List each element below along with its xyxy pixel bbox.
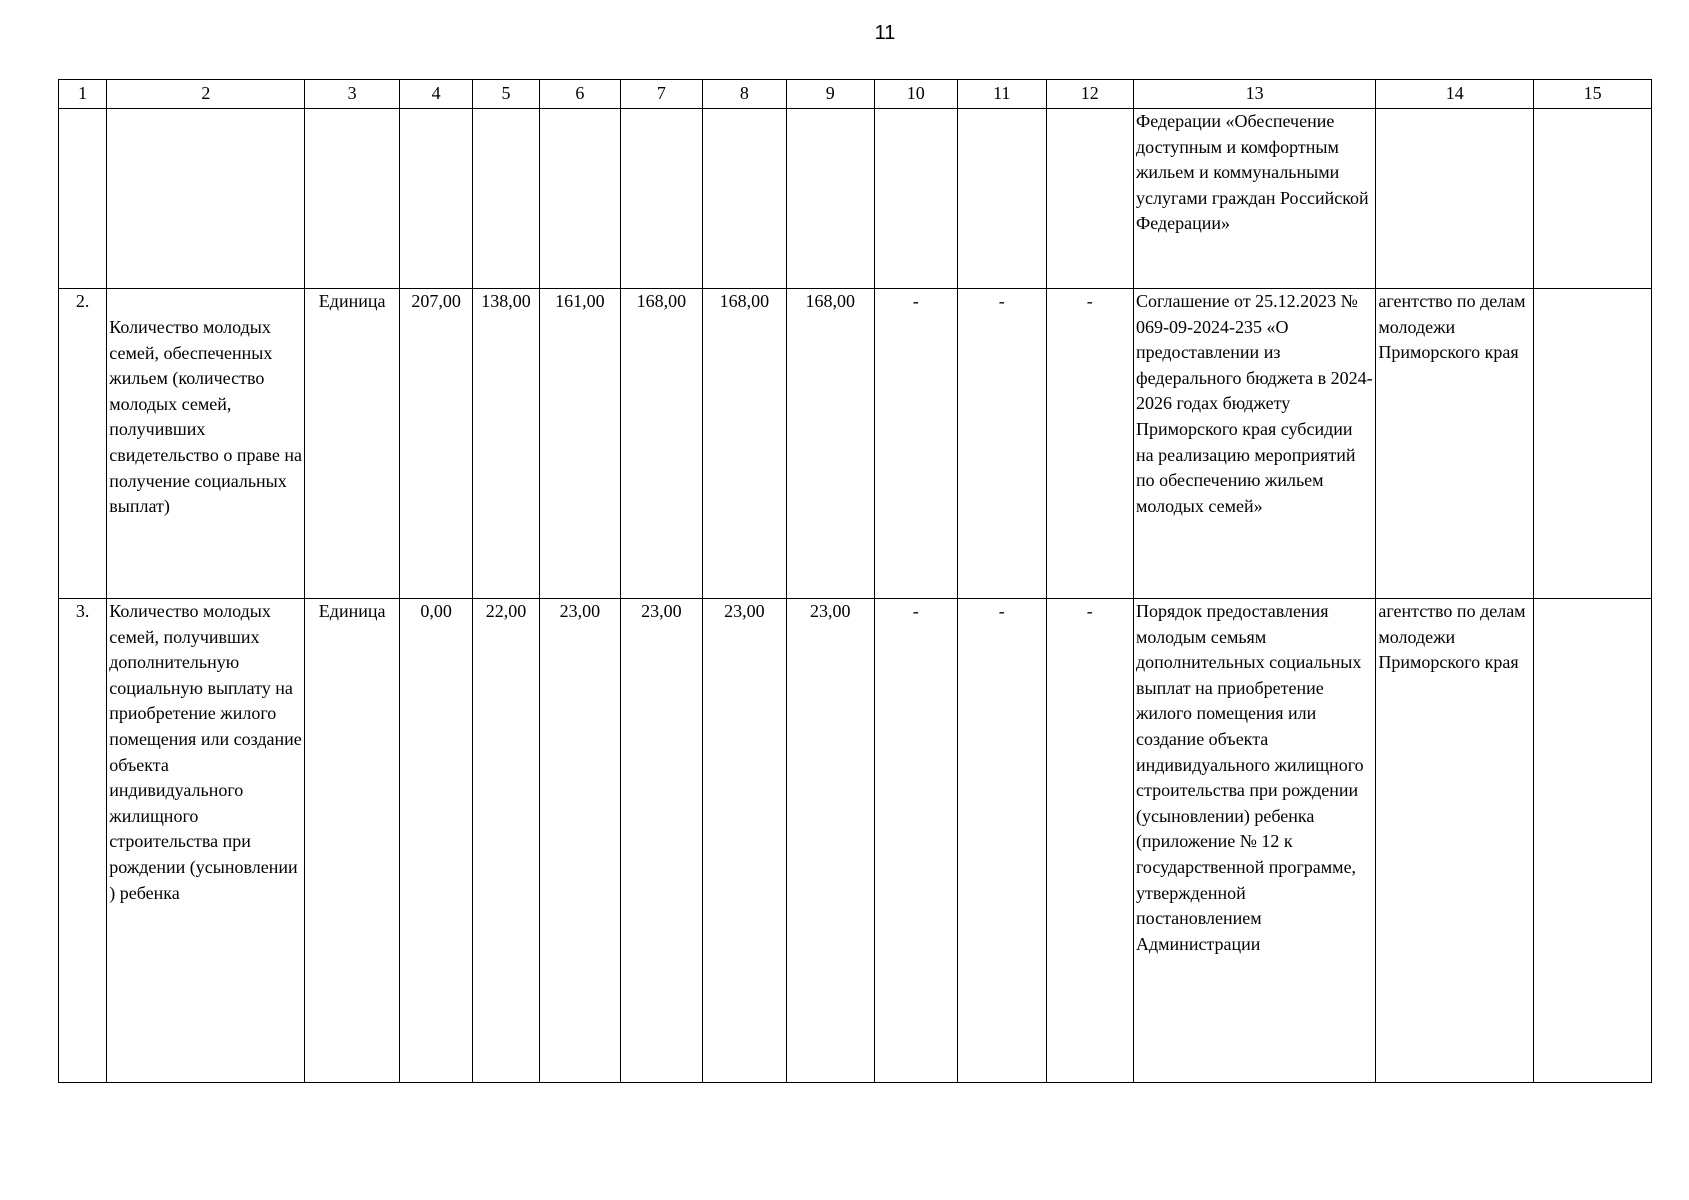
note-col-15	[1534, 109, 1652, 289]
value-col-7: 168,00	[621, 289, 702, 599]
note-col-15	[1534, 599, 1652, 1083]
value-col-9	[787, 109, 874, 289]
responsible-agency	[1376, 109, 1534, 289]
col-header-15: 15	[1534, 80, 1652, 109]
col-header-12: 12	[1046, 80, 1133, 109]
table-row	[59, 109, 1652, 289]
col-header-1: 1	[59, 80, 107, 109]
indicator-name-text: Количество молодых семей, обеспеченных жильем (количество молодых семей, получивших свидетельство о праве на получение социальных выплат)	[109, 317, 302, 517]
table-row	[59, 599, 1652, 1083]
row-number	[59, 109, 107, 289]
value-col-12	[1046, 109, 1133, 289]
col-header-2: 2	[107, 80, 305, 109]
value-col-5: 22,00	[473, 599, 539, 1083]
value-col-11	[958, 109, 1047, 289]
value-col-10	[874, 109, 957, 289]
value-col-7	[621, 109, 702, 289]
indicators-table	[58, 79, 1652, 1083]
col-header-3: 3	[305, 80, 400, 109]
value-col-11: -	[958, 289, 1047, 599]
value-col-5	[473, 109, 539, 289]
value-col-12: -	[1046, 289, 1133, 599]
unit: Единица	[305, 289, 400, 599]
col-header-4: 4	[399, 80, 472, 109]
value-col-9: 23,00	[787, 599, 874, 1083]
col-header-5: 5	[473, 80, 539, 109]
col-header-14: 14	[1376, 80, 1534, 109]
value-col-6: 161,00	[539, 289, 620, 599]
value-col-4: 0,00	[399, 599, 472, 1083]
table-row	[59, 289, 1652, 599]
unit: Единица	[305, 599, 400, 1083]
header-row	[59, 80, 1652, 109]
indicator-name	[107, 289, 305, 599]
value-col-4	[399, 109, 472, 289]
page-number: 11	[874, 22, 896, 44]
responsible-agency: агентство по делам молодежи Приморского края	[1376, 289, 1534, 599]
value-col-6	[539, 109, 620, 289]
value-col-8: 168,00	[702, 289, 786, 599]
row-number: 3.	[59, 599, 107, 1083]
responsible-agency: агентство по делам молодежи Приморского края	[1376, 599, 1534, 1083]
indicator-name	[107, 109, 305, 289]
col-header-8: 8	[702, 80, 786, 109]
value-col-12: -	[1046, 599, 1133, 1083]
value-col-5: 138,00	[473, 289, 539, 599]
note-col-15	[1534, 289, 1652, 599]
col-header-10: 10	[874, 80, 957, 109]
legal-basis: Порядок предоставления молодым семьям дополнительных социальных выплат на приобретение жилого помещения или создание объекта индивидуального жилищного строительства при рождении (усыновлении) ребенка (приложение № 12 к государственной программе, утвержденной постановлением Администрации	[1134, 599, 1376, 1083]
row-number: 2.	[59, 289, 107, 599]
indicator-name: Количество молодых семей, получивших дополнительную социальную выплату на приобретение жилого помещения или создание объекта индивидуального жилищного строительства при рождении (усыновлении ) ребенка	[107, 599, 305, 1083]
value-col-10: -	[874, 289, 957, 599]
col-header-11: 11	[958, 80, 1047, 109]
col-header-7: 7	[621, 80, 702, 109]
col-header-13: 13	[1134, 80, 1376, 109]
value-col-6: 23,00	[539, 599, 620, 1083]
value-col-8	[702, 109, 786, 289]
col-header-6: 6	[539, 80, 620, 109]
value-col-11: -	[958, 599, 1047, 1083]
legal-basis: Федерации «Обеспечение доступным и комфортным жильем и коммунальными услугами граждан Российской Федерации»	[1134, 109, 1376, 289]
legal-basis: Соглашение от 25.12.2023 № 069-09-2024-235 «О предоставлении из федерального бюджета в 2024-2026 годах бюджету Приморского края субсидии на реализацию мероприятий по обеспечению жильем молодых семей»	[1134, 289, 1376, 599]
value-col-7: 23,00	[621, 599, 702, 1083]
value-col-10: -	[874, 599, 957, 1083]
value-col-8: 23,00	[702, 599, 786, 1083]
unit	[305, 109, 400, 289]
value-col-9: 168,00	[787, 289, 874, 599]
col-header-9: 9	[787, 80, 874, 109]
value-col-4: 207,00	[399, 289, 472, 599]
